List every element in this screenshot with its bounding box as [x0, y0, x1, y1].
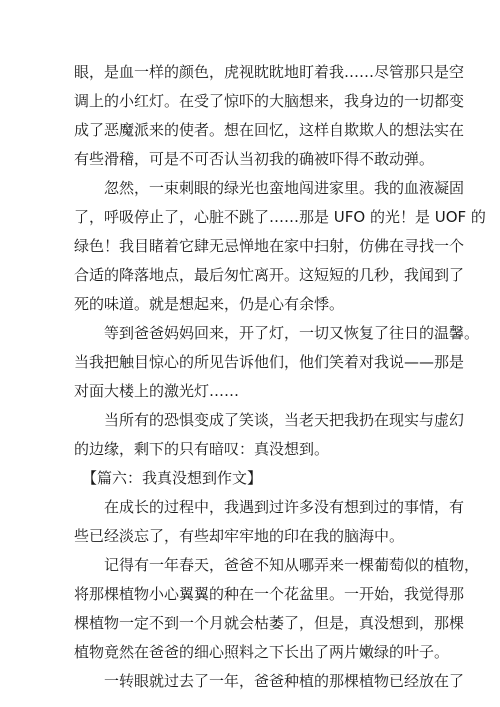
- text-line: 植物竟然在爸爸的细心照料之下长出了两片嫩绿的叶子。: [74, 643, 450, 661]
- paragraph-first-line: 记得有一年春天，爸爸不知从哪弄来一棵葡萄似的植物，: [104, 556, 480, 574]
- paragraph-first-line: 一转眼就过去了一年，爸爸种植的那棵植物已经放在了: [104, 672, 465, 690]
- text-line: 合适的降落地点，最后匆忙离开。这短短的几秒，我闻到了: [74, 266, 465, 284]
- paragraph-first-line: 当所有的恐惧变成了笑谈，当老天把我扔在现实与虚幻: [104, 411, 465, 429]
- text-line: 当我把触目惊心的所见告诉他们，他们笑着对我说——那是: [74, 353, 465, 371]
- text-line: 了，呼吸停止了，心脏不跳了……那是 UFO 的光！是 UOF 的: [74, 208, 486, 226]
- text-line: 调上的小红灯。在受了惊吓的大脑想来，我身边的一切都变: [74, 92, 465, 110]
- section-heading: 【篇六：我真没想到作文】: [82, 469, 263, 487]
- paragraph-first-line: 在成长的过程中，我遇到过许多没有想到过的事情，有: [104, 498, 465, 516]
- text-line: 死的味道。就是想起来，仍是心有余悸。: [74, 295, 345, 313]
- text-line: 将那棵植物小心翼翼的种在一个花盆里。一开始，我觉得那: [74, 585, 465, 603]
- text-line: 绿色！我目睹着它肆无忌惮地在家中扫射，仿佛在寻找一个: [74, 237, 465, 255]
- text-line: 眼，是血一样的颜色，虎视眈眈地盯着我……尽管那只是空: [74, 63, 465, 81]
- text-line: 棵植物一定不到一个月就会枯萎了，但是，真没想到，那棵: [74, 614, 465, 632]
- text-line: 有些滑稽，可是不可否认当初我的确被吓得不敢动弹。: [74, 150, 435, 168]
- text-line: 的边缘，剩下的只有暗叹：真没想到。: [74, 440, 330, 458]
- paragraph-first-line: 等到爸爸妈妈回来，开了灯，一切又恢复了往日的温馨。: [104, 324, 480, 342]
- text-line: 对面大楼上的激光灯……: [74, 382, 240, 400]
- text-line: 些已经淡忘了，有些却牢牢地的印在我的脑海中。: [74, 527, 405, 545]
- paragraph-first-line: 忽然，一束刺眼的绿光也蛮地闯进家里。我的血液凝固: [104, 179, 465, 197]
- text-line: 成了恶魔派来的使者。想在回忆，这样自欺欺人的想法实在: [74, 121, 465, 139]
